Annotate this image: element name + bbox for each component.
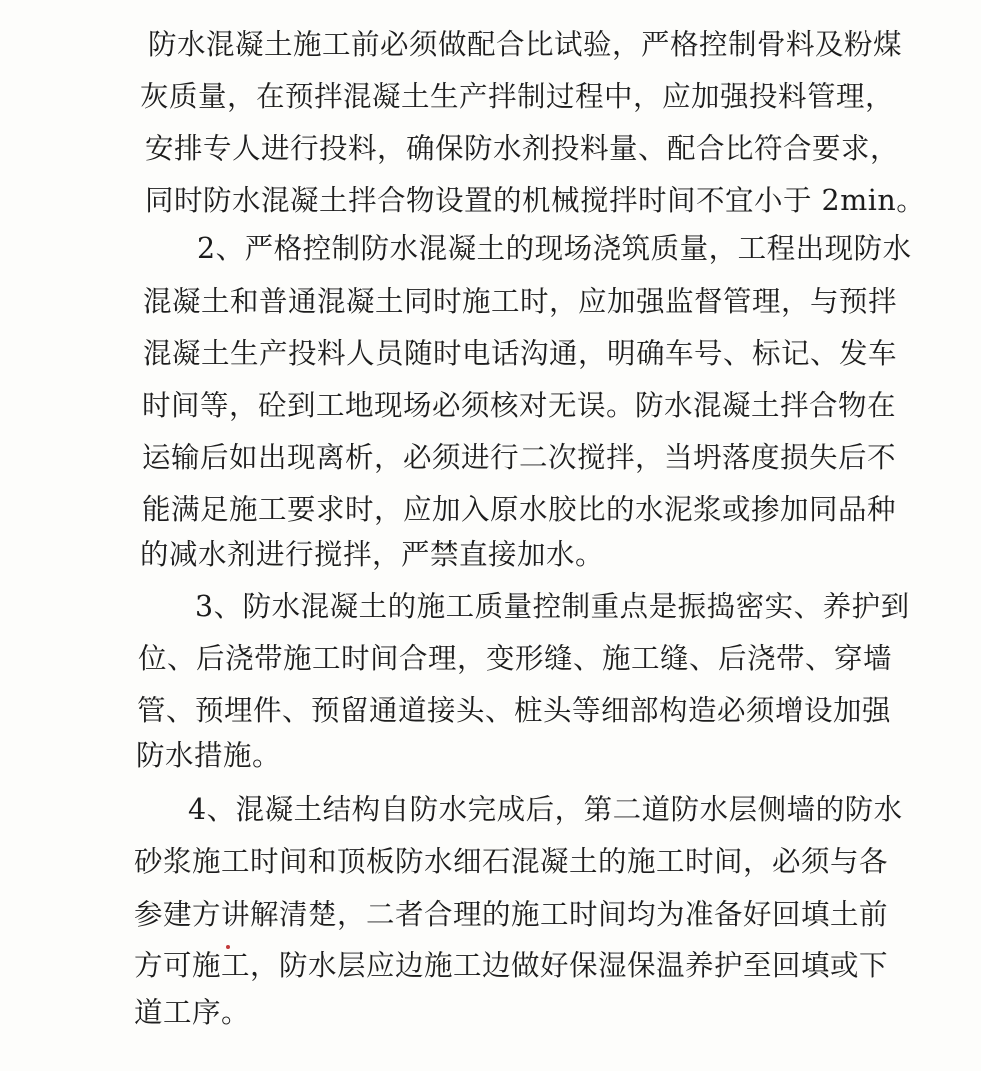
- text-line: 同时防水混凝土拌合物设置的机械搅拌时间不宜小于 2min。: [145, 184, 926, 217]
- text-line: 参建方讲解清楚，二者合理的施工时间均为准备好回填土前: [134, 898, 889, 931]
- text-line: 2、严格控制防水混凝土的现场浇筑质量，工程出现防水: [197, 232, 912, 265]
- text-line: 3、防水混凝土的施工质量控制重点是振捣密实、养护到: [195, 590, 910, 623]
- text-line: 管、预埋件、预留通道接头、桩头等细部构造必须增设加强: [137, 694, 892, 727]
- text-line: 混凝土和普通混凝土同时施工时，应加强监督管理，与预拌: [143, 285, 898, 318]
- text-line: 时间等，砼到工地现场必须核对无误。防水混凝土拌合物在: [142, 389, 897, 422]
- text-line: 防水措施。: [136, 739, 282, 772]
- text-line: 方可施工，防水层应边施工边做好保湿保温养护至回填或下: [134, 949, 889, 982]
- text-line: 能满足施工要求时，应加入原水胶比的水泥浆或掺加同品种: [142, 493, 897, 526]
- text-line: 防水混凝土施工前必须做配合比试验，严格控制骨料及粉煤: [148, 28, 903, 61]
- red-ink-mark: [226, 945, 230, 949]
- text-line: 砂浆施工时间和顶板防水细石混凝土的施工时间，必须与各: [134, 845, 889, 878]
- text-line: 的减水剂进行搅拌，严禁直接加水。: [140, 538, 605, 571]
- text-line: 运输后如出现离析，必须进行二次搅拌，当坍落度损失后不: [142, 441, 897, 474]
- text-line: 灰质量，在预拌混凝土生产拌制过程中，应加强投料管理，: [140, 80, 895, 113]
- text-line: 4、混凝土结构自防水完成后，第二道防水层侧墙的防水: [188, 793, 903, 826]
- text-line: 混凝土生产投料人员随时电话沟通，明确车号、标记、发车: [143, 337, 898, 370]
- text-line: 安排专人进行投料，确保防水剂投料量、配合比符合要求，: [145, 132, 900, 165]
- text-line: 位、后浇带施工时间合理，变形缝、施工缝、后浇带、穿墙: [138, 642, 893, 675]
- text-line: 道工序。: [134, 996, 251, 1029]
